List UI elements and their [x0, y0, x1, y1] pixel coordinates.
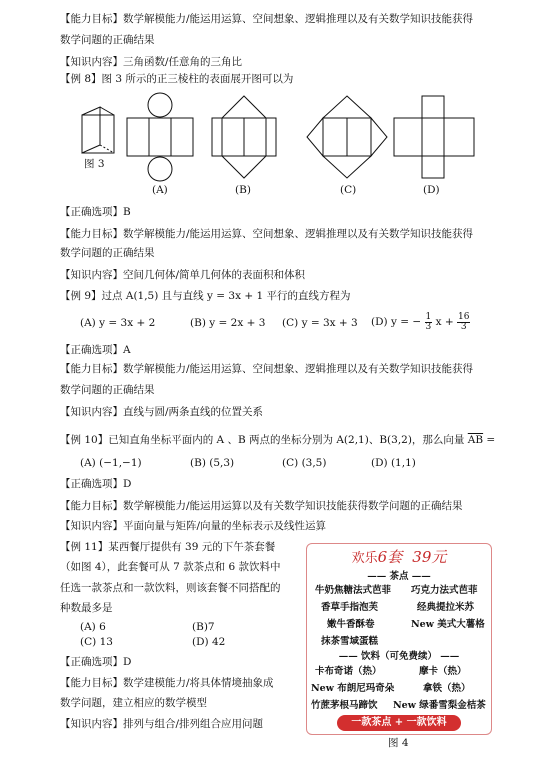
- q10-option-d: (D) (1,1): [371, 457, 416, 469]
- menu-drink-2: 摩卡（热）: [419, 666, 467, 677]
- net-label-b: (B): [235, 184, 251, 196]
- example-11-line-2: （如图 4），此套餐可从 7 款茶点和 6 款饮料中: [60, 561, 281, 573]
- ability-goal-4: 【能力目标】数学解模能力/能运用运算以及有关数学知识技能获得数学问题的正确结果: [60, 500, 463, 512]
- net-label-a: (A): [152, 184, 168, 196]
- q10-option-b: (B) (5,3): [190, 457, 235, 469]
- ability-goal-3: 【能力目标】数学解模能力/能运用运算、空间想象、逻辑推理以及有关数学知识技能获得: [60, 363, 474, 375]
- ability-goal-5: 【能力目标】数学建模能力/将具体情境抽象成: [60, 677, 274, 689]
- example-11-line-4: 种数最多是: [60, 602, 113, 614]
- menu-snack-1: 牛奶焦糖法式芭菲: [315, 585, 392, 596]
- q11-option-a: (A) 6: [80, 621, 106, 633]
- q9-option-b: (B) y = 2x + 3: [190, 317, 266, 329]
- knowledge-content-4: 【知识内容】平面向量与矩阵/向量的坐标表示及线性运算: [60, 520, 327, 532]
- menu-snack-7: 抹茶雪域蛋糕: [321, 636, 379, 647]
- menu-drink-3: New 布朗尼玛奇朵: [311, 683, 395, 694]
- figure-4-label: 图 4: [388, 737, 409, 749]
- answer-10: 【正确选项】D: [60, 478, 132, 490]
- net-option-b: [210, 92, 278, 182]
- menu-drink-heading: —— 饮料（可免费续） ——: [338, 651, 460, 662]
- net-option-c: [305, 92, 389, 182]
- ability-goal-3-cont: 数学问题的正确结果: [60, 384, 155, 396]
- ability-goal-1: 【能力目标】数学解模能力/能运用运算、空间想象、逻辑推理以及有关数学知识技能获得: [60, 13, 474, 25]
- fraction-one-third: $\frac{1}{3}$: [425, 311, 432, 332]
- menu-snack-3: 香草手指泡芙: [321, 602, 379, 613]
- menu-snack-heading: —— 茶点 ——: [367, 571, 431, 582]
- menu-drink-6: New 绿番雪梨金桔茶: [393, 700, 486, 711]
- q9-option-c: (C) y = 3x + 3: [282, 317, 358, 329]
- menu-snack-5: 嫩牛香酥卷: [327, 619, 375, 630]
- prism-figure: [80, 105, 116, 157]
- q11-option-b: (B)7: [192, 621, 215, 633]
- q11-option-c: (C) 13: [80, 636, 113, 648]
- menu-combo-bar: 一款茶点 + 一款饮料: [337, 715, 461, 731]
- menu-drink-5: 竹蔗茅根马蹄饮: [311, 700, 378, 711]
- net-label-c: (C): [340, 184, 357, 196]
- example-8-question: 【例 8】图 3 所示的正三棱柱的表面展开图可以为: [60, 73, 294, 85]
- knowledge-content-1: 【知识内容】三角函数/任意角的三角比: [60, 56, 243, 68]
- q9-option-a: (A) y = 3x + 2: [80, 317, 156, 329]
- knowledge-content-3: 【知识内容】直线与圆/两条直线的位置关系: [60, 406, 264, 418]
- example-11-line-3: 任选一款茶点和一款饮料，则该套餐不同搭配的: [60, 582, 281, 594]
- net-label-d: (D): [423, 184, 440, 196]
- knowledge-content-5: 【知识内容】排列与组合/排列组合应用问题: [60, 718, 264, 730]
- ability-goal-1-cont: 数学问题的正确结果: [60, 34, 155, 46]
- answer-11: 【正确选项】D: [60, 656, 132, 668]
- net-option-a: [125, 92, 195, 182]
- ability-goal-2: 【能力目标】数学解模能力/能运用运算、空间想象、逻辑推理以及有关数学知识技能获得: [60, 228, 474, 240]
- q11-option-d: (D) 42: [192, 636, 226, 648]
- example-9-question: 【例 9】过点 A(1,5) 且与直线 y = 3x + 1 平行的直线方程为: [60, 290, 351, 302]
- net-option-d: [392, 92, 476, 182]
- example-11-line-1: 【例 11】某西餐厅提供有 39 元的下午茶套餐: [60, 541, 276, 553]
- example-10-question: 【例 10】已知直角坐标平面内的 A 、B 两点的坐标分别为 A(2,1)、B(3,2)，那么向量 $\overline{AB}$ =: [60, 434, 496, 446]
- menu-title: 欢乐6套 39元: [351, 548, 447, 566]
- answer-9: 【正确选项】A: [60, 344, 131, 356]
- tea-set-menu: [306, 543, 492, 735]
- menu-snack-4: 经典提拉米苏: [417, 602, 475, 613]
- fraction-sixteen-thirds: $\frac{16}{3}$: [457, 311, 470, 332]
- q10-option-c: (C) (3,5): [282, 457, 327, 469]
- knowledge-content-2: 【知识内容】空间几何体/简单几何体的表面积和体积: [60, 269, 306, 281]
- menu-snack-6: New 美式大薯格: [411, 619, 485, 630]
- ability-goal-5-cont: 数学问题，建立相应的数学模型: [60, 697, 207, 709]
- menu-drink-4: 拿铁（热）: [423, 683, 471, 694]
- vector-ab: $\overline{AB}$: [467, 434, 484, 446]
- q10-option-a: (A) (−1,−1): [80, 457, 142, 469]
- answer-8: 【正确选项】B: [60, 206, 131, 218]
- ability-goal-2-cont: 数学问题的正确结果: [60, 247, 155, 259]
- q9-option-d: (D) y = − $\frac{1}{3}$ x + $\frac{16}{3}$: [371, 311, 470, 332]
- menu-snack-2: 巧克力法式芭菲: [411, 585, 478, 596]
- figure-3-label: 图 3: [84, 158, 105, 170]
- menu-drink-1: 卡布奇诺（热）: [315, 666, 382, 677]
